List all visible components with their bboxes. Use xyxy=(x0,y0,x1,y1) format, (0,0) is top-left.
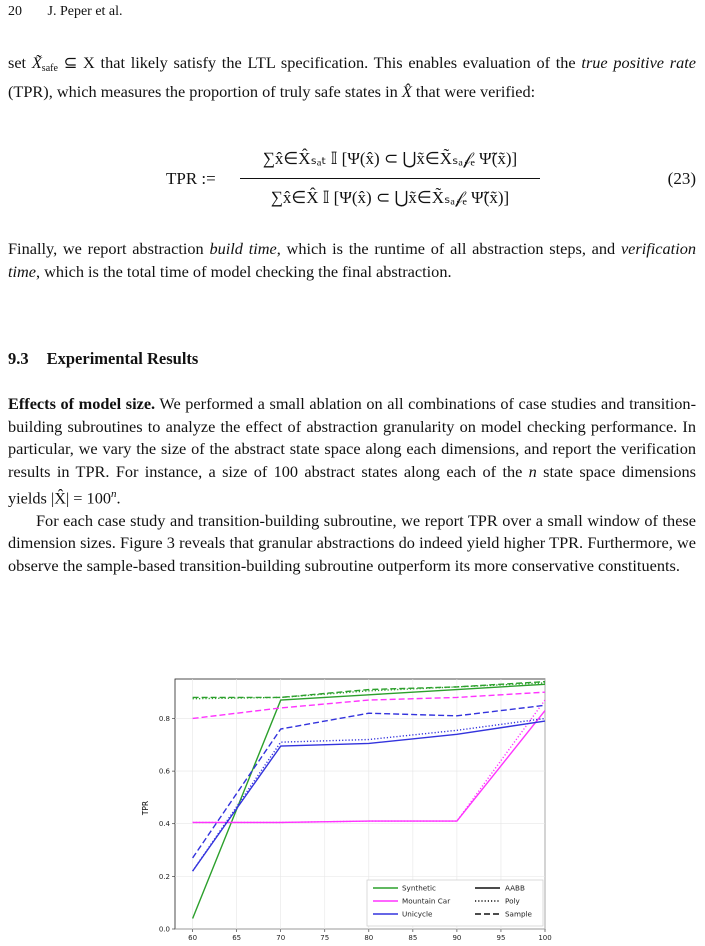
x-tick-label: 95 xyxy=(496,934,506,940)
legend xyxy=(367,880,543,926)
x-tick-label: 60 xyxy=(188,934,198,940)
equation-lhs: TPR := xyxy=(166,169,216,188)
para3-text-a: We performed a small ablation on all combinations of case studies and transition-building subroutines to analyze the effect of abstraction granularity on model checking performance. In particular, we vary the size of the abstract state space along each dimensions, and report the verification results in TPR. For instance, a size of 100 abstract states along each of the xyxy=(8,394,696,481)
equation-numerator: ∑x̂∈X̂ₛₐₜ 𝕀 [Ψ(x̂) ⊂ ⋃x̃∈X̃ₛₐ𝒻ₑ Ψ̃(x̃)] xyxy=(262,149,518,168)
x-hat-symbol: X̂ xyxy=(401,81,412,101)
tpr-line-chart xyxy=(140,665,560,940)
x-tick-label: 70 xyxy=(276,934,286,940)
paragraph-build-time xyxy=(8,238,696,283)
para2-text-c: , which is the total time of model checking the final abstraction. xyxy=(36,261,452,281)
x-tick-label: 65 xyxy=(232,934,242,940)
x-tick-label: 80 xyxy=(364,934,374,940)
paragraph-tpr-intro xyxy=(8,52,696,103)
section-number: 9.3 xyxy=(8,349,29,368)
y-axis-label: TPR xyxy=(141,800,150,816)
legend-label-case: Unicycle xyxy=(402,909,433,919)
legend-label-case: Mountain Car xyxy=(402,896,451,906)
x-safe-symbol: X̃ xyxy=(31,53,42,72)
section-title: Experimental Results xyxy=(46,349,199,368)
legend-label-method: AABB xyxy=(505,883,525,893)
running-authors: J. Peper et al. xyxy=(47,4,123,19)
x-tick-labels xyxy=(188,934,552,940)
para1-text-c: (TPR), which measures the proportion of truly safe states in xyxy=(8,81,402,101)
legend-label-method: Poly xyxy=(505,896,520,906)
x-tick-label: 85 xyxy=(408,934,418,940)
y-tick-label: 0.4 xyxy=(158,820,170,829)
x-tick-label: 100 xyxy=(538,934,552,940)
section-heading xyxy=(8,349,198,369)
para1-text-a: set xyxy=(8,53,32,72)
x-tick-label: 75 xyxy=(320,934,330,940)
legend-label-case: Synthetic xyxy=(402,883,436,893)
tpr-term: true positive rate xyxy=(581,53,697,72)
paragraph-figure3: For each case study and transition-building subroutine, we report TPR over a small window of these dimension sizes. Figure 3 reveals that granular abstractions do indeed yield higher TPR. Furthermore, we observe the sample-based transition-building subroutine outperform its more conservative constituents. xyxy=(8,510,696,575)
y-tick-label: 0.0 xyxy=(158,925,170,934)
running-header xyxy=(8,4,123,20)
y-tick-labels xyxy=(159,715,171,934)
y-tick-label: 0.8 xyxy=(158,714,170,723)
x-tick-label: 90 xyxy=(452,934,462,940)
equation-number: (23) xyxy=(667,169,696,188)
legend-label-method: Sample xyxy=(505,909,532,919)
n-superscript: n xyxy=(110,488,117,500)
equation-23 xyxy=(0,136,705,226)
equation-denominator: ∑x̂∈X̂ 𝕀 [Ψ(x̂) ⊂ ⋃x̃∈X̃ₛₐ𝒻ₑ Ψ̃(x̃)] xyxy=(270,188,510,207)
page-number: 20 xyxy=(8,4,22,19)
para2-text-b: , which is the runtime of all abstraction steps, and xyxy=(276,239,621,258)
x-safe-subscript: safe xyxy=(41,63,58,74)
runin-heading: Effects of model size. xyxy=(8,394,156,413)
y-tick-label: 0.6 xyxy=(158,767,170,776)
para3-text-b: state space dimensions yields |X̂| = 100 xyxy=(8,461,696,508)
para1-text-b: ⊆ X that likely satisfy the LTL specification. This enables evaluation of the xyxy=(57,53,582,72)
n-symbol: n xyxy=(528,461,537,481)
para1-text-d: that were verified: xyxy=(411,81,536,101)
paragraph-model-size xyxy=(8,393,696,577)
build-time-term: build time xyxy=(209,239,277,258)
equation-fraction xyxy=(240,142,540,215)
para2-text-a: Finally, we report abstraction xyxy=(8,239,210,258)
fraction-bar xyxy=(240,178,540,179)
verification-time-term: verification time xyxy=(8,239,697,281)
para3-text-c: . xyxy=(116,488,121,508)
y-tick-label: 0.2 xyxy=(158,872,170,881)
